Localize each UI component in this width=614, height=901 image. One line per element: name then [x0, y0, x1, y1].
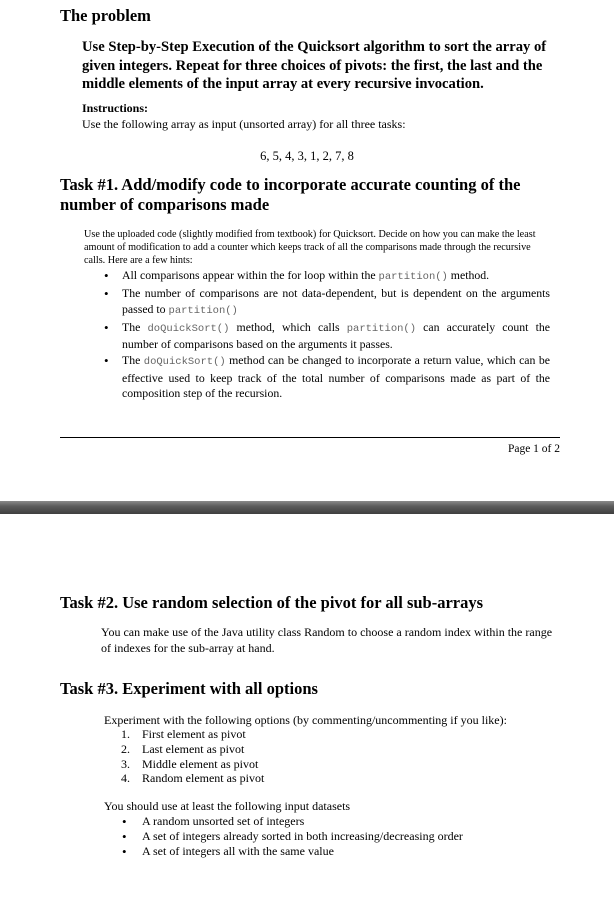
- dataset-item: • A set of integers already sorted in both increasing/decreasing order: [104, 829, 463, 844]
- instructions-label: Instructions:: [82, 101, 149, 115]
- problem-heading: The problem: [60, 6, 151, 25]
- problem-intro: Use Step-by-Step Execution of the Quicksort algorithm to sort the array of given integers. Repeat for three choices of pivots: the first, the last and the middle elements of the input array at every recursive invocation.: [82, 39, 547, 92]
- hint-item: • All comparisons appear within the for loop within the partition() method.: [84, 268, 550, 286]
- page-break-divider: [0, 501, 614, 514]
- page-number: Page 1 of 2: [507, 443, 560, 455]
- input-array: 6, 5, 4, 3, 1, 2, 7, 8: [260, 149, 354, 163]
- datasets-intro: You should use at least the following input datasets: [104, 799, 351, 813]
- pivot-options-list: [104, 727, 264, 786]
- code-doquicksort: doQuickSort(): [147, 322, 230, 335]
- task1-title: Task #1. Add/modify code to incorporate accurate counting of the number of comparisons made: [60, 175, 521, 214]
- hints-list: [84, 268, 550, 402]
- task3-title: Task #3. Experiment with all options: [60, 679, 318, 698]
- code-partition: partition(): [168, 304, 238, 317]
- option-item: 3. Middle element as pivot: [121, 756, 259, 771]
- hint-item: • The doQuickSort() method, which calls partition() can accurately count the number of comparisons based on the arguments it passes.: [84, 320, 550, 353]
- task2-description: You can make use of the Java utility class Random to choose a random index within the range of indexes for the sub-array at hand.: [101, 625, 553, 655]
- option-item: 4. Random element as pivot: [121, 771, 265, 786]
- hint-item: • The number of comparisons are not data-dependent, but is dependent on the arguments passed to partition(): [84, 286, 550, 319]
- code-doquicksort: doQuickSort(): [143, 356, 226, 368]
- task2-title: Task #2. Use random selection of the pivot for all sub-arrays: [60, 593, 484, 612]
- option-item: 1. First element as pivot: [121, 727, 246, 741]
- task1-description: Use the uploaded code (slightly modified from textbook) for Quicksort. Decide on how you can make the least amount of modification to add a counter which keeps track of all the comparisons made through the recursive calls. Here are a few hints:: [84, 229, 536, 266]
- dataset-item: • A random unsorted set of integers: [104, 814, 463, 829]
- task3-intro: Experiment with the following options (by commenting/uncommenting if you like):: [104, 713, 507, 727]
- code-partition: partition(): [378, 271, 448, 283]
- option-item: 2. Last element as pivot: [121, 741, 245, 756]
- dataset-item: • A set of integers all with the same value: [104, 844, 463, 859]
- code-partition: partition(): [346, 322, 417, 335]
- page-2: [0, 514, 614, 901]
- hint-item: • The doQuickSort() method can be changed to incorporate a return value, which can be effective used to keep track of the total number of comparisons made as part of the composition step of the recursion.: [84, 353, 550, 402]
- instructions-text: Use the following array as input (unsorted array) for all three tasks:: [82, 117, 406, 131]
- datasets-list: [104, 814, 463, 860]
- footer-divider: [60, 437, 560, 438]
